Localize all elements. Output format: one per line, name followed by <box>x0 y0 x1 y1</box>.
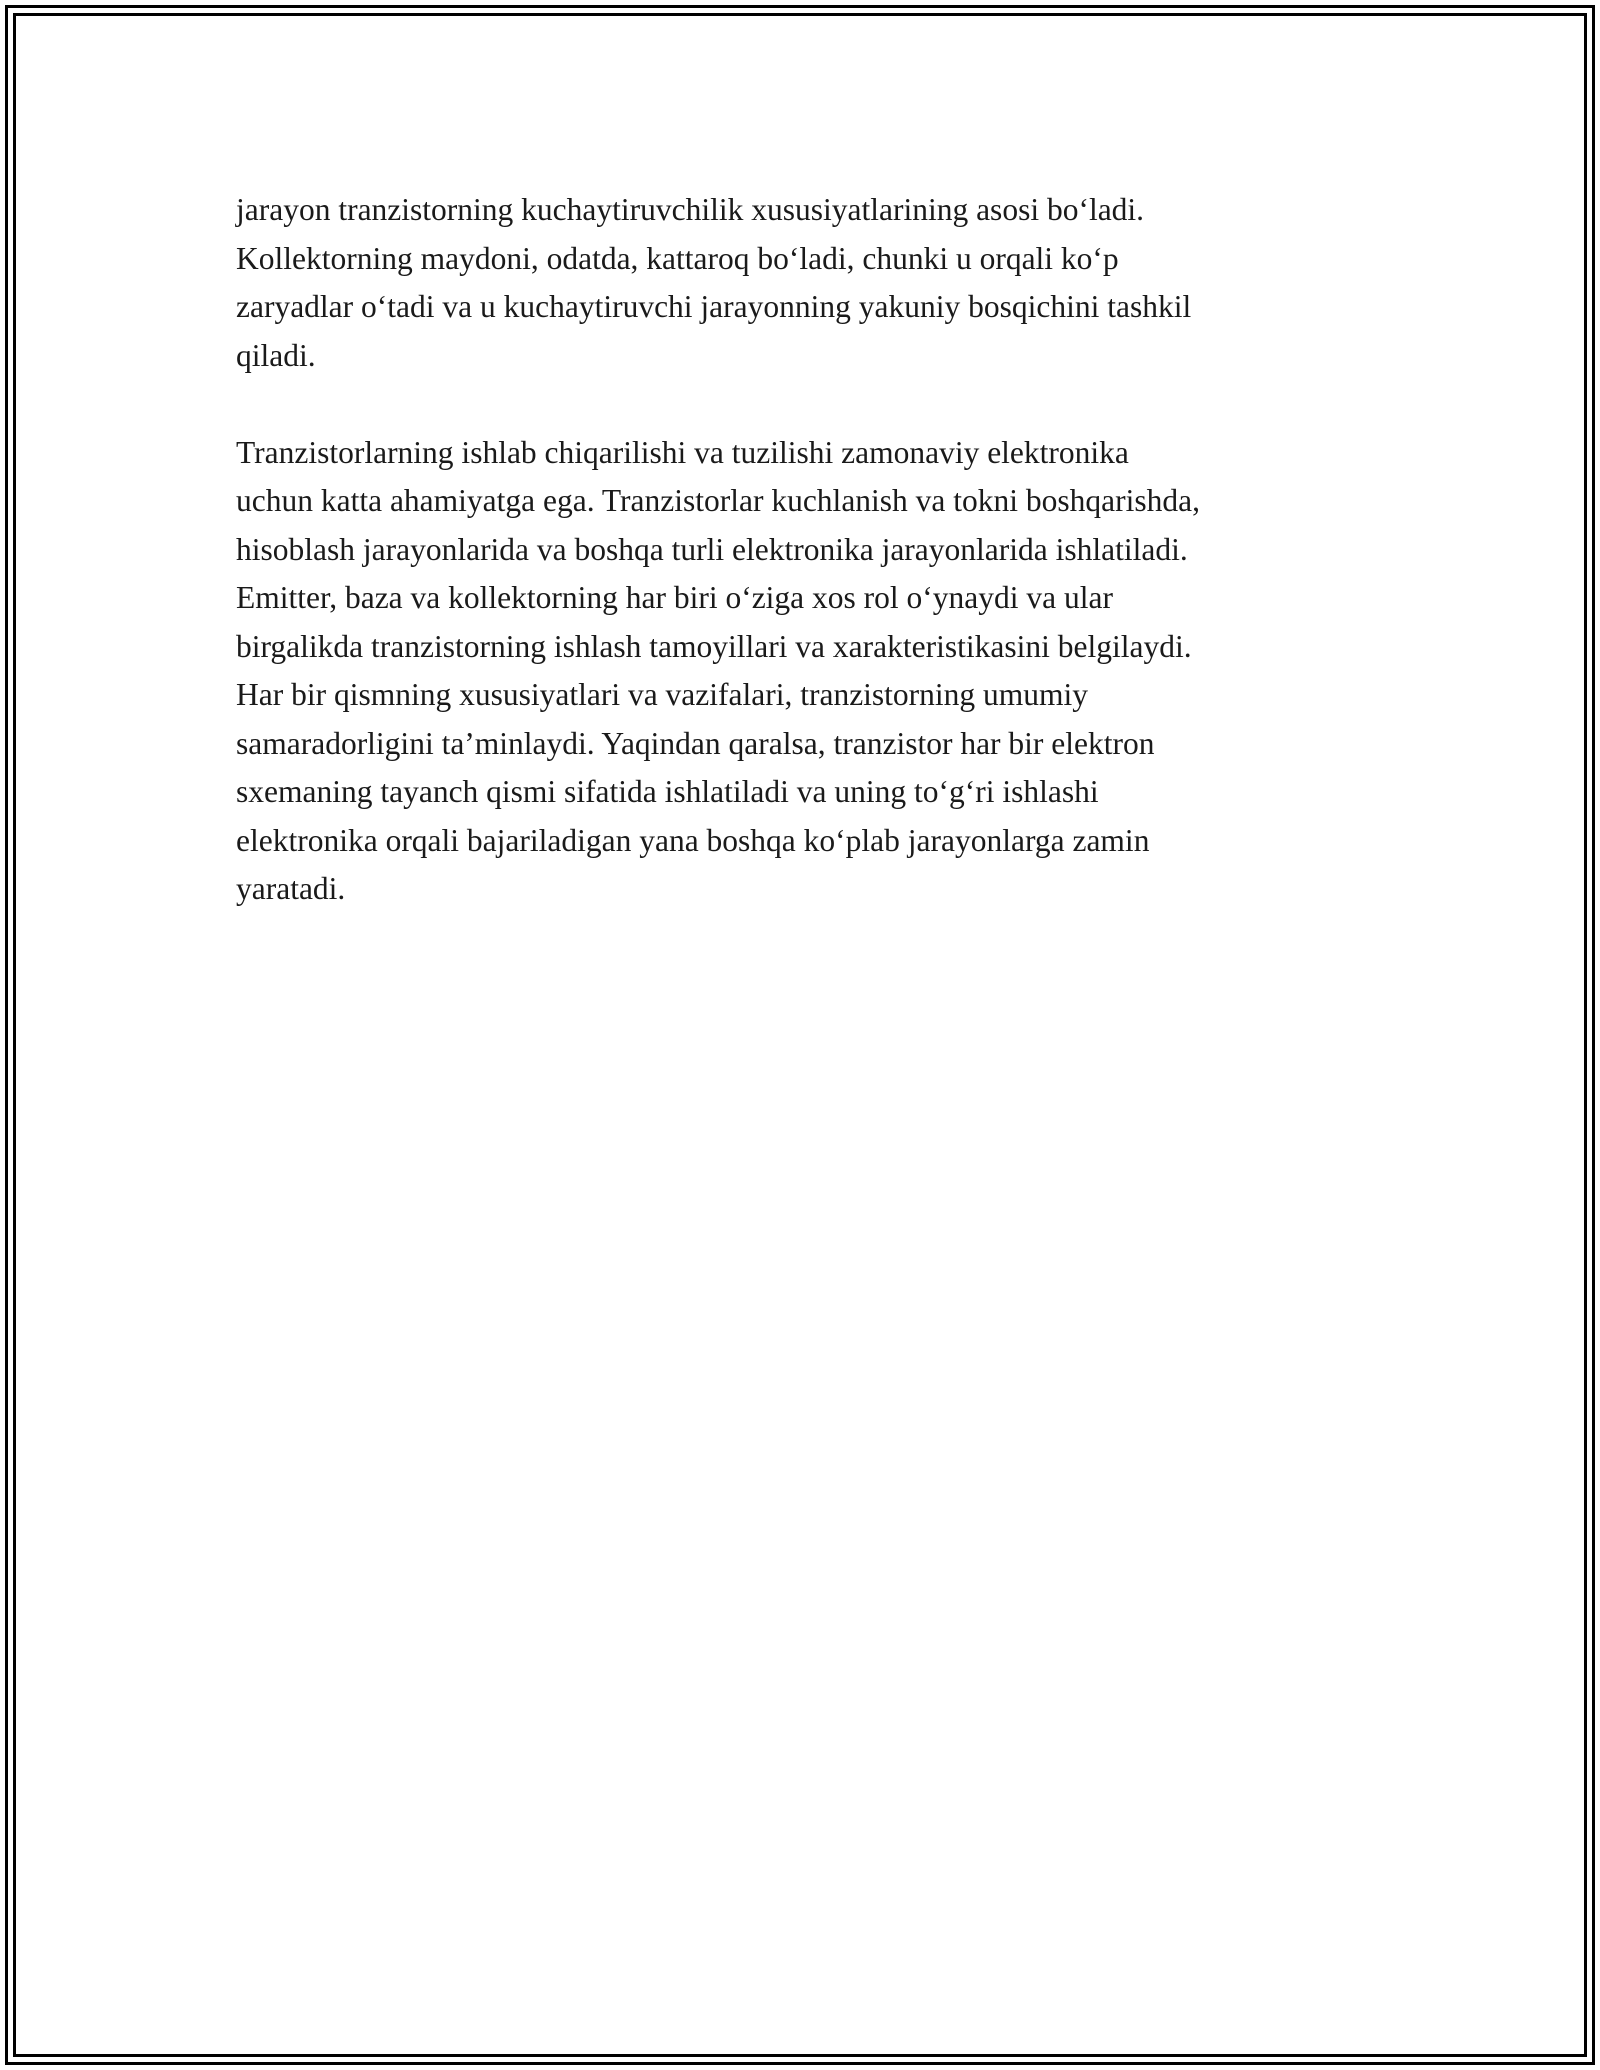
text-line: sxemaning tayanch qismi sifatida ishlatiladi va uning to‘g‘ri ishlashi <box>236 774 1099 809</box>
text-line: Kollektorning maydoni, odatda, kattaroq bo‘ladi, chunki u orqali ko‘p <box>236 240 1119 276</box>
text-line: hisoblash jarayonlarida va boshqa turli elektronika jarayonlarida ishlatiladi. <box>236 531 1188 567</box>
paragraph-1 <box>236 186 1386 380</box>
text-line: zaryadlar o‘tadi va u kuchaytiruvchi jarayonning yakuniy bosqichini tashkil <box>236 289 1192 324</box>
text-line: jarayon tranzistorning kuchaytiruvchilik xususiyatlarining asosi bo‘ladi. <box>236 192 1145 227</box>
text-line: Tranzistorlarning ishlab chiqarilishi va tuzilishi zamonaviy elektronika <box>236 434 1129 470</box>
text-line: samaradorligini ta’minlaydi. Yaqindan qaralsa, tranzistor har bir elektron <box>236 725 1155 761</box>
text-line: birgalikda tranzistorning ishlash tamoyillari va xarakteristikasini belgilaydi. <box>236 628 1192 664</box>
text-line: yaratadi. <box>236 871 346 906</box>
text-line: uchun katta ahamiyatga ega. Tranzistorlar kuchlanish va tokni boshqarishda, <box>236 483 1201 518</box>
paragraph-spacer <box>236 380 1386 429</box>
paragraph-2 <box>236 429 1386 914</box>
text-line: qiladi. <box>236 337 316 373</box>
text-line: elektronika orqali bajariladigan yana boshqa ko‘plab jarayonlarga zamin <box>236 822 1150 858</box>
text-line: Emitter, baza va kollektorning har biri o‘ziga xos rol o‘ynaydi va ular <box>236 580 1113 615</box>
document-body <box>236 186 1386 914</box>
text-line: Har bir qismning xususiyatlari va vazifalari, tranzistorning umumiy <box>236 677 1089 712</box>
